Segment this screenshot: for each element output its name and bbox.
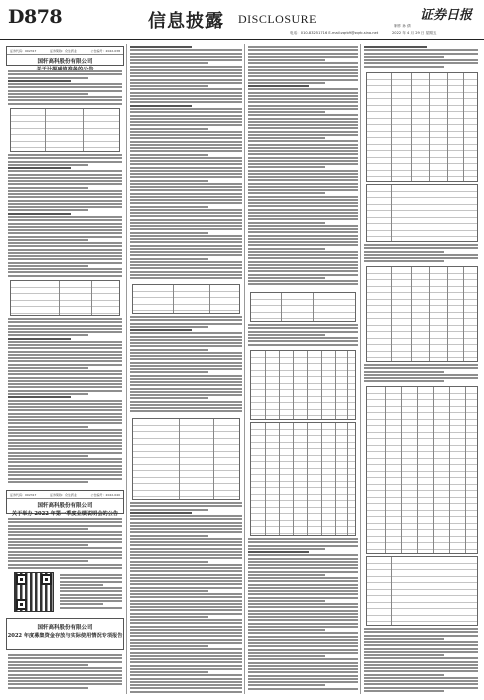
column-2-text [130, 316, 242, 416]
notice-body-text [8, 318, 122, 488]
announcement-number: 公告编号：2022-038 [90, 48, 120, 53]
notice-body-text [8, 518, 122, 570]
column-3-text [248, 324, 358, 348]
column-2-text [130, 46, 242, 282]
column-4-table [366, 266, 478, 362]
announcement-title: 2022 年度募集资金存放与实际使用情况专项报告 [7, 633, 123, 639]
section-title-english: DISCLOSURE [238, 12, 318, 26]
announcement-number: 公告编号：2022-040 [90, 492, 120, 497]
notice-title [7, 501, 123, 517]
column-3-table [250, 292, 356, 322]
column-4-table [366, 72, 478, 182]
notice-body-text [8, 154, 122, 278]
announcement-title: 关于举办 2022 年第一季度业绩说明会的公告 [11, 511, 119, 517]
newspaper-logo: 证券日报 [420, 8, 473, 23]
qr-caption-text [60, 574, 122, 612]
notice-body-text [8, 654, 122, 694]
issue-date: 2022 年 4 月 29 日 星期五 [392, 31, 437, 35]
impairment-detail-table [10, 280, 120, 316]
column-3-table [250, 350, 356, 420]
column-2-table [132, 284, 240, 314]
stock-code: 证券代码：002317 [10, 492, 37, 497]
column-3-text [248, 46, 358, 290]
impairment-table [10, 108, 120, 152]
company-name: 国轩高科股份有限公司 [37, 59, 93, 65]
column-4-text [364, 628, 478, 694]
notice-fund-usage [6, 618, 124, 650]
column-2-text [130, 502, 242, 694]
notice-header [7, 491, 123, 499]
editor-credit: 制作 孙 倩 [394, 24, 411, 28]
contact-info: 电话：010-83251716 E-mail:zqrb9@zqrb.sina.net [290, 31, 379, 35]
column-divider [360, 44, 361, 694]
column-4-text [364, 364, 478, 384]
company-name: 国轩高科股份有限公司 [37, 503, 93, 509]
qr-code-icon [14, 572, 54, 612]
column-divider [244, 44, 245, 694]
stock-name: 证券简称：众生药业 [49, 492, 77, 497]
column-divider [126, 44, 127, 694]
column-4-text [364, 244, 478, 264]
masthead [0, 0, 484, 40]
section-title: 信息披露 [148, 11, 224, 32]
page-number: D878 [8, 6, 63, 28]
notice-title [7, 619, 123, 639]
stock-code: 证券代码：002317 [10, 48, 37, 53]
column-2-table [132, 418, 240, 500]
column-3-table [250, 422, 356, 536]
column-4-table [366, 184, 478, 242]
notice-impairment [6, 46, 124, 66]
notice-header [7, 47, 123, 55]
stock-name: 证券简称：众生药业 [49, 48, 77, 53]
column-4-text [364, 46, 478, 70]
column-3-text [248, 538, 358, 694]
column-4-table [366, 556, 478, 626]
notice-earnings-call [6, 490, 124, 517]
company-name: 国轩高科股份有限公司 [37, 625, 93, 631]
column-4-table [366, 386, 478, 554]
notice-body-text [8, 70, 122, 106]
